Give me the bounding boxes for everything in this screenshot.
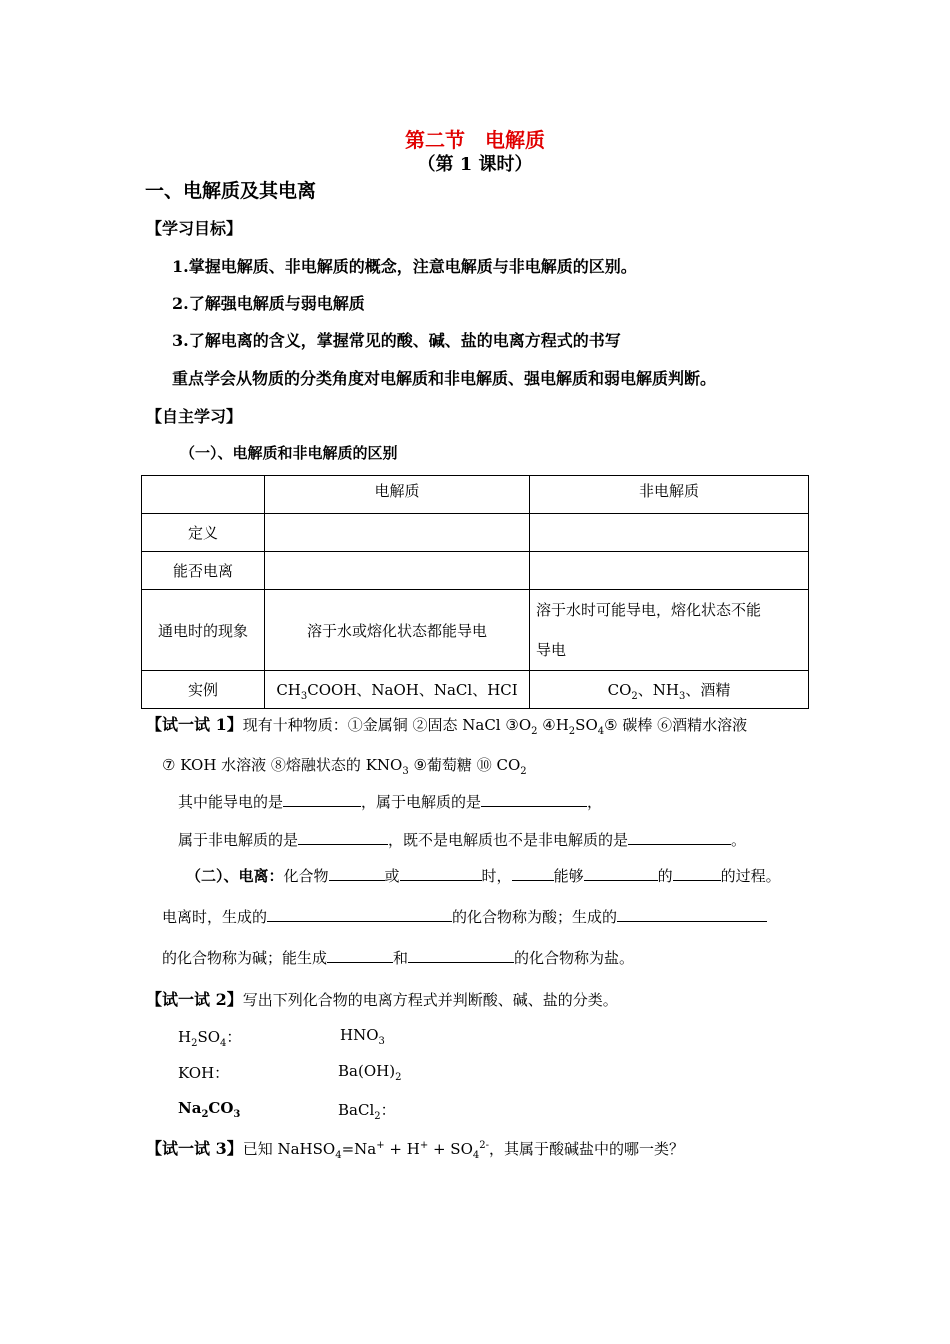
formula-h2so4: $H_2SO_4$： (178, 1028, 242, 1049)
comparison-table (141, 475, 809, 709)
answer-blank[interactable] (584, 866, 658, 881)
table-cell-phenomenon-electrolyte: 溶于水或熔化状态都能导电 (265, 590, 530, 671)
try2-label: 【试一试 2】 (146, 990, 243, 1009)
answer-blank[interactable] (512, 866, 554, 881)
answer-blank[interactable] (408, 948, 514, 963)
answer-blank[interactable] (481, 792, 587, 807)
table-row-label-example: 实例 (142, 671, 265, 709)
part2-label: （二）、电离： (186, 867, 284, 885)
try1-line1: 【试一试 1】现有十种物质：①金属铜 ②固态 NaCl $③O_2$ $④H_2SO_4⑤$ 碳棒 ⑥酒精水溶液 (146, 715, 748, 737)
table-row-label-phenomenon: 通电时的现象 (142, 590, 265, 671)
goal-focus: 重点学会从物质的分类角度对电解质和非电解质、强电解质和弱电解质判断。 (172, 369, 717, 388)
part2-line1: （二）、电离：化合物 或 时， 能够 的 的过程。 (186, 867, 781, 885)
goal-item-1: 1.掌握电解质、非电解质的概念，注意电解质与非电解质的区别。 (172, 257, 637, 276)
self-study-heading: 【自主学习】 (146, 407, 243, 426)
answer-blank[interactable] (628, 830, 731, 845)
page-subtitle: （第 1 课时） (417, 154, 533, 175)
table-header-nonelectrolyte: 非电解质 (530, 476, 809, 514)
goals-heading: 【学习目标】 (146, 219, 243, 238)
table-cell-phenomenon-nonelectrolyte (530, 590, 809, 671)
answer-blank[interactable] (400, 866, 482, 881)
goal-item-2: 2.了解强电解质与弱电解质 (172, 294, 365, 313)
table-cell-blank (265, 552, 530, 590)
table-cell-blank (265, 514, 530, 552)
part1-heading: （一）、电解质和非电解质的区别 (180, 444, 398, 462)
table-cell-blank (530, 552, 809, 590)
formula-na2co3: $Na_2CO_3$ (178, 1099, 241, 1120)
answer-blank[interactable] (329, 866, 385, 881)
try3-line: 【试一试 3】已知 NaHSO$_4$=Na+ + $H^+ + SO_4^{2-}$，其属于酸碱盐中的哪一类？ (146, 1139, 685, 1161)
table-cell-example-nonelectrolyte: $CO_2$、$NH_3$、酒精 (530, 671, 809, 709)
table-cell-example-electrolyte: $CH_3COOH$、NaOH、NaCl、HCI (265, 671, 530, 709)
answer-blank[interactable] (617, 907, 767, 922)
answer-blank[interactable] (283, 792, 361, 807)
try1-question-line1: 其中能导电的是 ，属于电解质的是 ， (178, 793, 603, 811)
part2-line3: 的化合物称为碱；能生成 和 的化合物称为盐。 (162, 949, 635, 967)
cell-line: 导电 (536, 641, 567, 659)
answer-blank[interactable] (267, 907, 452, 922)
try1-line2: ⑦ KOH 水溶液 ⑧熔融状态的 $KNO_3$ ⑨葡萄糖 ⑩ $CO_2$ (162, 756, 527, 777)
table-corner-cell (142, 476, 265, 514)
section-heading: 一、电解质及其电离 (145, 180, 317, 202)
table-header-electrolyte: 电解质 (265, 476, 530, 514)
part2-line2: 电离时，生成的 的化合物称为酸；生成的 (162, 906, 767, 927)
try1-question-line2: 属于非电解质的是 ，既不是电解质也不是非电解质的是 。 (178, 831, 747, 849)
answer-blank[interactable] (327, 948, 393, 963)
goal-item-3: 3.了解电离的含义，掌握常见的酸、碱、盐的电离方程式的书写 (172, 331, 621, 350)
formula-koh: KOH： (178, 1064, 230, 1082)
cell-line: 溶于水时可能导电，熔化状态不能 (536, 601, 762, 619)
try1-label: 【试一试 1】 (146, 715, 243, 734)
formula-bacl2: BaCl$_2$： (338, 1101, 396, 1122)
page-title: 第二节 电解质 (405, 128, 545, 152)
table-cell-blank (530, 514, 809, 552)
answer-blank[interactable] (298, 830, 388, 845)
table-row-label-definition: 定义 (142, 514, 265, 552)
formula-baoh2: $Ba(OH)_2$ (338, 1062, 402, 1083)
answer-blank[interactable] (673, 866, 721, 881)
table-row-label-ionize: 能否电离 (142, 552, 265, 590)
try3-label: 【试一试 3】 (146, 1139, 243, 1158)
formula-hno3: $HNO_3$ (340, 1026, 385, 1047)
try2-line: 【试一试 2】写出下列化合物的电离方程式并判断酸、碱、盐的分类。 (146, 990, 618, 1009)
